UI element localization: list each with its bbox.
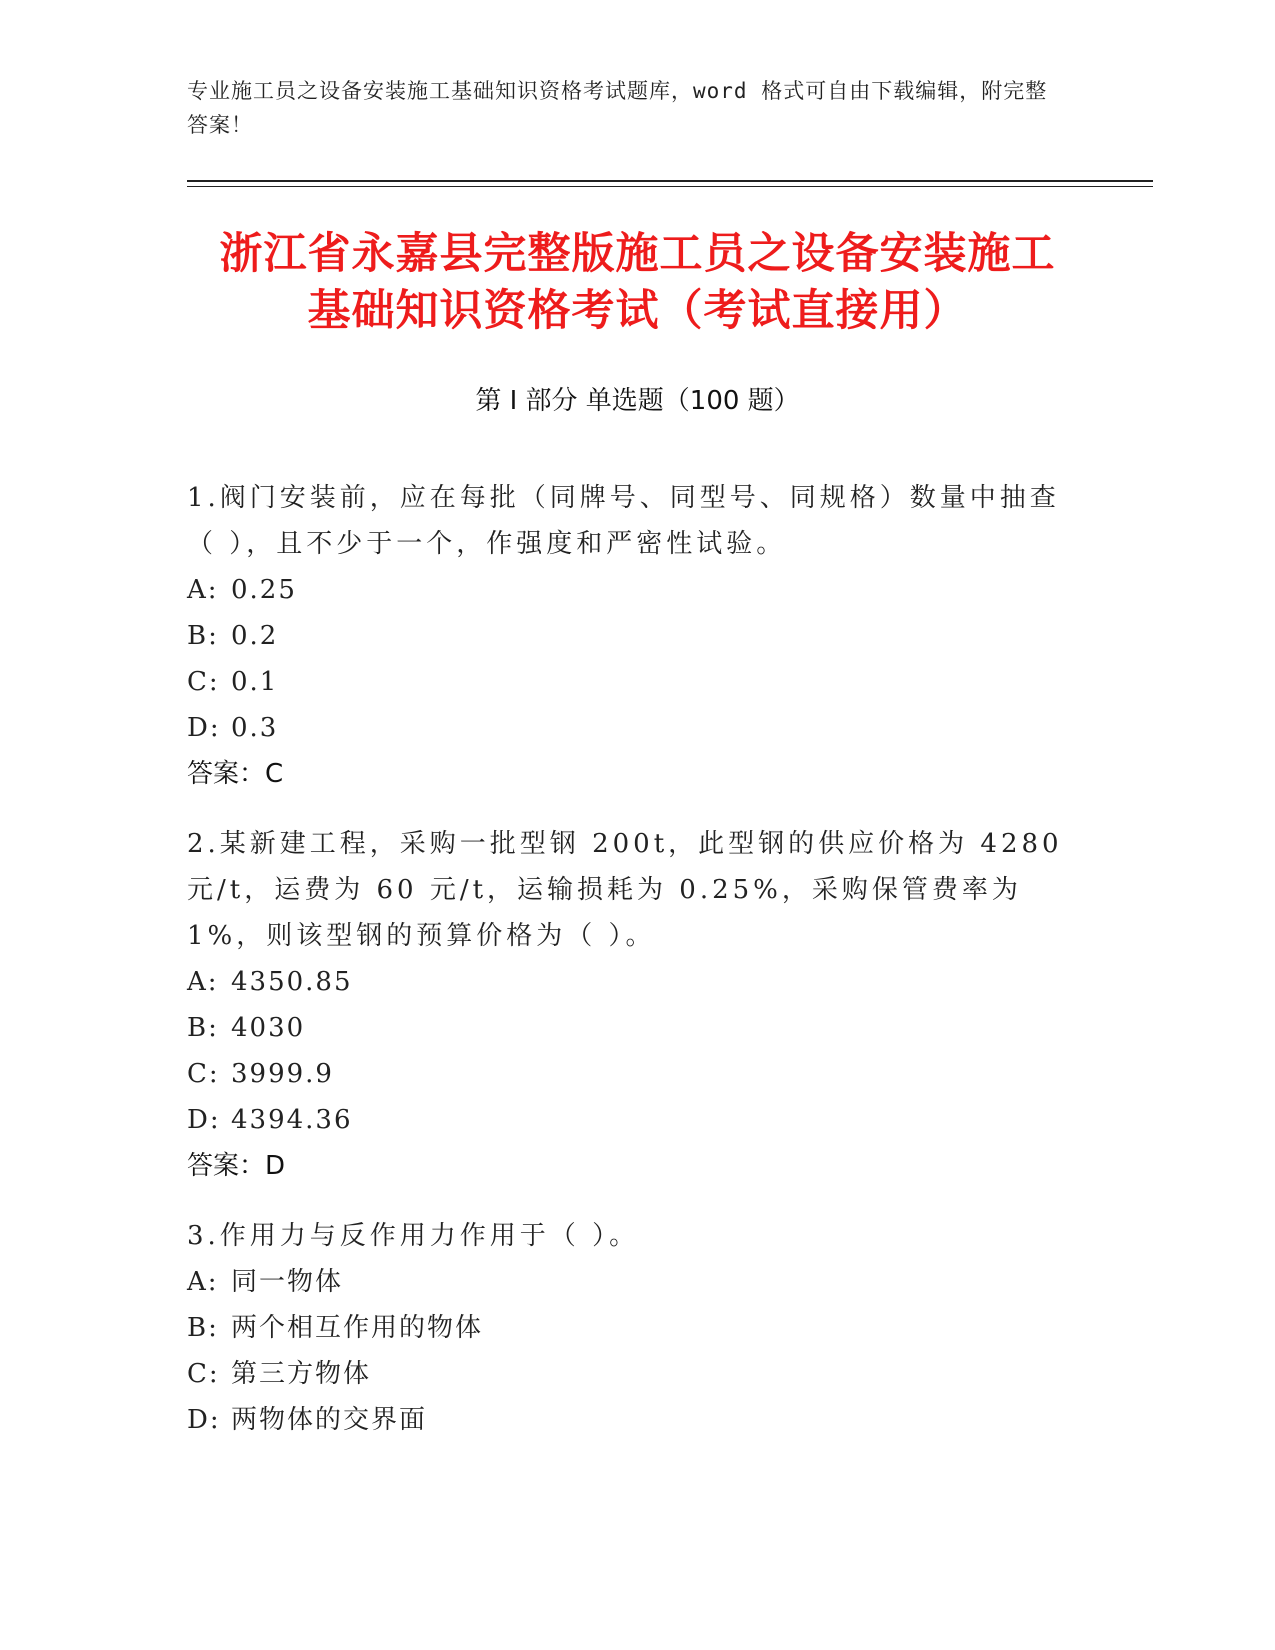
question-stem: 1.阀门安装前，应在每批（同牌号、同型号、同规格）数量中抽查（ ），且不少于一个，作强度和严密性试验。 <box>187 483 1060 559</box>
question-3 <box>187 1213 1067 1443</box>
option-text: 4030 <box>231 1013 306 1043</box>
option-text: 第三方物体 <box>231 1359 372 1389</box>
option-a <box>187 1259 1067 1305</box>
option-letter: C: <box>187 1059 220 1089</box>
option-letter: D: <box>187 1105 221 1135</box>
option-letter: B: <box>187 1313 219 1343</box>
option-text: 0.2 <box>231 621 279 651</box>
option-letter: D: <box>187 1405 221 1435</box>
option-text: 0.25 <box>231 575 297 605</box>
option-text: 4350.85 <box>231 967 353 997</box>
option-c <box>187 1051 1067 1097</box>
option-text: 0.1 <box>231 667 279 697</box>
document-title-line-2: 基础知识资格考试（考试直接用） <box>307 286 968 336</box>
question-stem: 2.某新建工程，采购一批型钢 200t，此型钢的供应价格为 4280 元/t，运费为 60 元/t，运输损耗为 0.25%，采购保管费率为 1%，则该型钢的预算价格为（ ）。 <box>187 829 1063 951</box>
option-text: 同一物体 <box>231 1267 344 1297</box>
option-c <box>187 659 1067 705</box>
header-note: 专业施工员之设备安装施工基础知识资格考试题库，word 格式可自由下载编辑，附完整答案！ <box>187 79 1048 137</box>
option-text: 两个相互作用的物体 <box>231 1313 484 1343</box>
option-b <box>187 1005 1067 1051</box>
document-title-line-1: 浙江省永嘉县完整版施工员之设备安装施工 <box>219 229 1056 279</box>
document-title <box>150 226 1125 340</box>
answer: 答案：C <box>187 759 284 789</box>
option-letter: C: <box>187 1359 220 1389</box>
option-a <box>187 959 1067 1005</box>
option-letter: A: <box>187 1267 219 1297</box>
option-letter: C: <box>187 667 220 697</box>
option-a <box>187 567 1067 613</box>
section-title: 第 I 部分 单选题（100 题） <box>475 386 800 416</box>
option-d <box>187 705 1067 751</box>
answer: 答案：D <box>187 1151 286 1181</box>
question-1 <box>187 475 1067 797</box>
option-letter: A: <box>187 575 219 605</box>
option-letter: A: <box>187 967 219 997</box>
option-text: 两物体的交界面 <box>231 1405 428 1435</box>
header-divider-thin <box>187 186 1153 187</box>
header-divider-thick <box>187 180 1153 182</box>
question-list <box>187 475 1067 1467</box>
option-d <box>187 1097 1067 1143</box>
option-text: 3999.9 <box>231 1059 334 1089</box>
option-text: 0.3 <box>231 713 279 743</box>
option-b <box>187 1305 1067 1351</box>
question-stem: 3.作用力与反作用力作用于（ ）。 <box>187 1221 640 1251</box>
option-letter: B: <box>187 621 219 651</box>
option-letter: B: <box>187 1013 219 1043</box>
question-2 <box>187 821 1067 1189</box>
option-text: 4394.36 <box>231 1105 353 1135</box>
option-c <box>187 1351 1067 1397</box>
option-letter: D: <box>187 713 221 743</box>
option-d <box>187 1397 1067 1443</box>
option-b <box>187 613 1067 659</box>
